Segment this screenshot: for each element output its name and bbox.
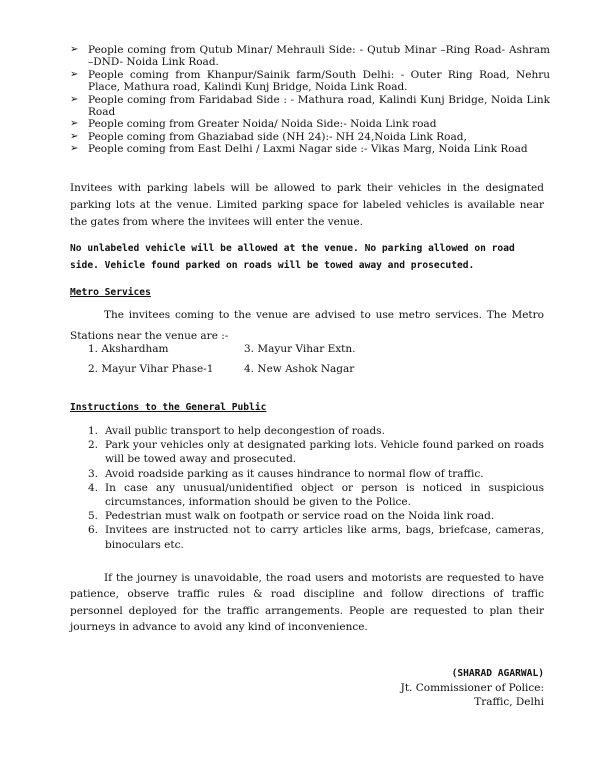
arrow-bullet-icon: ➢: [70, 130, 79, 142]
instruction-number: 5.: [88, 510, 99, 523]
arrow-bullet-icon: ➢: [70, 44, 79, 55]
route-text: People coming from Faridabad Side : - Mathura road, Kalindi Kunj Bridge, Noida Link Road: [88, 93, 550, 119]
public-instructions-list: [88, 424, 544, 552]
instruction-text: Pedestrian must walk on footpath or service road on the Noida link road.: [105, 510, 495, 523]
arrow-bullet-icon: ➢: [70, 143, 79, 155]
station-number: 1.: [88, 343, 99, 355]
station-number: 4.: [244, 363, 255, 375]
instruction-number: 6.: [88, 524, 99, 537]
signature-block: [401, 667, 544, 709]
arrow-bullet-icon: ➢: [70, 93, 79, 105]
station-number: 2.: [88, 363, 99, 375]
metro-station-list: [88, 343, 388, 375]
route-item: [70, 131, 550, 143]
metro-intro-paragraph: The invitees coming to the venue are advised to use metro services. The Metro Stations near the venue are :-: [70, 309, 544, 342]
closing-paragraph: If the journey is unavoidable, the road users and motorists are requested to have patience, observe traffic rules & road discipline and follow directions of traffic personnel deployed for the traffic arrangements. People are requested to plan their journeys in advance to avoid any kind of inconvenience.: [70, 572, 544, 633]
instruction-text: Invitees are instructed not to carry articles like arms, bags, briefcase, cameras, binoculars etc.: [105, 524, 544, 551]
route-text: People coming from Ghaziabad side (NH 24):- NH 24,Noida Link Road,: [88, 130, 467, 143]
instruction-item: [88, 467, 544, 481]
instruction-number: 4.: [88, 481, 99, 494]
instruction-number: 1.: [88, 425, 99, 437]
signatory-designation: Jt. Commissioner of Police:: [400, 682, 544, 694]
instruction-text: Avoid roadside parking as it causes hindrance to normal flow of traffic.: [105, 467, 484, 480]
instruction-text: Avail public transport to help decongestion of roads.: [105, 425, 385, 437]
route-item: [70, 94, 550, 119]
station-item: [88, 343, 244, 355]
instruction-item: [88, 438, 544, 466]
route-text: People coming from East Delhi / Laxmi Nagar side :- Vikas Marg, Noida Link Road: [88, 143, 528, 156]
instruction-text: Park your vehicles only at designated parking lots. Vehicle found parked on roads will be towed away and prosecuted.: [105, 439, 544, 466]
arrow-bullet-icon: ➢: [70, 118, 79, 130]
station-item: [244, 343, 388, 355]
station-name: Akshardham: [101, 343, 169, 355]
route-item: [70, 118, 550, 130]
instruction-item: [88, 523, 544, 551]
parking-paragraph: Invitees with parking labels will be allowed to park their vehicles in the designated parking lots at the venue. Limited parking space for labeled vehicles is available near the gates from where the invitees will enter the venue.: [70, 182, 544, 228]
route-text: People coming from Khanpur/Sainik farm/South Delhi: - Outer Ring Road, Nehru Place, Mathura road, Kalindi Kunj Bridge, Noida Link Road.: [88, 68, 550, 94]
route-item: [70, 143, 550, 155]
parking-warning: No unlabeled vehicle will be allowed at the venue. No parking allowed on road side. Vehicle found parked on roads will be towed away and prosecuted.: [70, 243, 515, 271]
station-name: Mayur Vihar Extn.: [257, 343, 356, 355]
instruction-item: [88, 424, 544, 438]
route-list: [70, 44, 550, 156]
arrow-bullet-icon: ➢: [70, 68, 79, 80]
signatory-name: (SHARAD AGARWAL): [451, 668, 544, 679]
instruction-item: [88, 509, 544, 523]
station-item: [244, 363, 388, 375]
route-text: People coming from Greater Noida/ Noida Side:- Noida Link road: [88, 118, 437, 131]
route-text: People coming from Qutub Minar/ Mehrauli Side: - Qutub Minar –Ring Road- Ashram –DND- Noida Link Road.: [88, 44, 550, 69]
instruction-number: 2.: [88, 439, 99, 452]
route-item: [70, 44, 550, 69]
station-number: 3.: [244, 343, 255, 355]
route-item: [70, 69, 550, 94]
instruction-item: [88, 481, 544, 509]
station-name: New Ashok Nagar: [257, 363, 355, 375]
instruction-number: 3.: [88, 467, 99, 480]
instruction-text: In case any unusual/unidentified object or person is noticed in suspicious circumstances, information should be given to the Police.: [105, 481, 544, 509]
station-item: [88, 363, 244, 375]
station-name: Mayur Vihar Phase-1: [101, 363, 214, 375]
metro-services-heading: Metro Services: [70, 287, 151, 298]
public-instructions-heading: Instructions to the General Public: [70, 402, 267, 413]
signatory-unit: Traffic, Delhi: [474, 696, 544, 708]
